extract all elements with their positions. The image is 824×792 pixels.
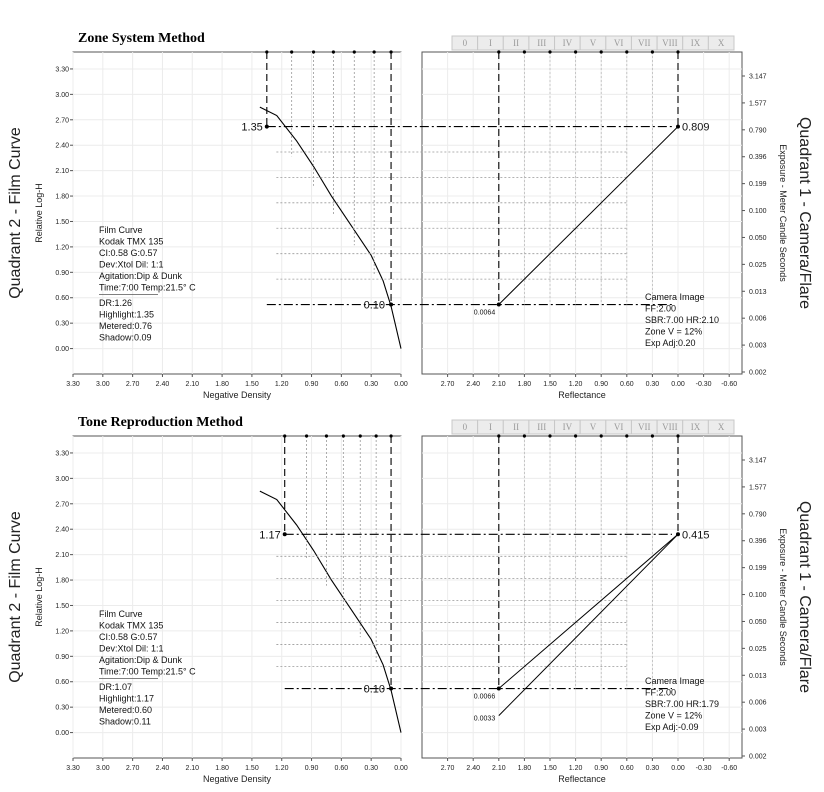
camera-x-tick-label: 0.30 [645,381,660,388]
film-zone-marker [389,434,392,437]
film-curve [260,107,401,349]
camera-x-tick-label: 2.70 [440,381,455,388]
film-y-tick-label: 3.30 [55,66,69,74]
camera-lower-marker [497,687,501,691]
zone-label: VII [638,422,651,432]
camera-info-line: Exp Adj:-0.09 [645,722,699,732]
zone-label: V [589,422,597,432]
camera-info-line: Camera Image [645,292,705,302]
film-info-line: Metered:0.60 [99,705,153,715]
camera-x-tick-label: 2.40 [466,765,481,772]
camera-y-tick-label: 0.790 [749,511,767,519]
camera-y-tick-label: 0.025 [749,645,767,653]
camera-y-tick-label: 0.003 [749,342,767,350]
camera-x-tick-label: -0.60 [721,765,738,772]
film-zone-marker [305,434,308,437]
film-y-tick-label: 0.90 [55,653,69,661]
film-curve [260,491,401,732]
film-info-line: CI:0.58 G:0.57 [99,632,158,642]
camera-zone-marker [625,50,628,53]
camera-flare-line [499,534,678,688]
camera-y-tick-label: 1.577 [749,484,767,492]
camera-y-axis-label: Exposure - Meter Candle Seconds [778,144,788,282]
zone-label: 0 [462,38,468,48]
zone-label: X [717,422,725,432]
zone-label: V [589,38,597,48]
camera-lower-value: 0.0064 [473,309,496,317]
film-y-tick-label: 2.10 [55,552,69,560]
camera-y-tick-label: 0.050 [749,234,767,242]
film-zone-marker [283,434,286,437]
zone-label: IV [562,422,573,432]
camera-upper-value: 0.809 [682,121,710,134]
film-y-tick-label: 0.30 [55,320,69,328]
camera-y-tick-label: 0.006 [749,699,767,707]
zone-label: VIII [662,38,678,48]
camera-y-tick-label: 0.003 [749,726,767,734]
film-x-tick-label: 1.80 [215,381,229,388]
camera-info-line: Exp Adj:0.20 [645,338,696,348]
highlight-marker [265,125,269,129]
camera-info-line: FF:2.00 [645,687,677,698]
film-info-line: Shadow:0.11 [99,716,151,727]
film-info-line: CI:0.58 G:0.57 [99,248,158,258]
shadow-marker [389,303,393,307]
camera-zone-marker [523,50,526,53]
camera-y-tick-label: 0.002 [749,369,767,377]
camera-y-tick-label: 1.577 [749,100,767,108]
zone-label: I [488,422,492,432]
camera-flare-line [499,127,678,305]
film-zone-marker [325,434,328,437]
zone-label: VII [638,38,651,48]
film-x-tick-label: 3.00 [96,381,110,388]
film-info-line: Time:7:00 Temp:21.5° C [99,282,196,293]
camera-info-line: Zone V = 12% [645,710,703,721]
chart-panel-1 [7,31,813,400]
camera-y-tick-label: 0.199 [749,181,767,189]
film-x-tick-label: 0.30 [364,765,378,772]
film-x-tick-label: 0.60 [334,765,349,772]
camera-lower-value: 0.0066 [473,693,496,701]
camera-x-tick-label: 1.20 [568,381,583,388]
quadrant-2-label: Quadrant 2 - Film Curve [7,511,24,683]
camera-x-axis-label: Reflectance [558,390,606,400]
film-y-tick-label: 1.50 [55,602,69,610]
shadow-marker [389,687,393,691]
camera-x-tick-label: 1.50 [543,381,557,388]
film-x-tick-label: 0.90 [304,765,319,772]
camera-y-axis-label: Exposure - Meter Candle Seconds [778,528,788,666]
film-zone-marker [290,50,293,53]
film-zone-marker [373,50,376,53]
highlight-marker [283,532,287,536]
film-x-tick-label: 2.40 [155,765,170,772]
camera-zone-marker [548,50,551,53]
camera-x-tick-label: -0.30 [695,765,712,772]
camera-zone-marker [676,434,679,437]
camera-x-tick-label: 2.10 [491,381,506,388]
film-x-tick-label: 3.30 [66,765,80,772]
zone-label: III [537,422,547,432]
camera-info-line: Camera Image [645,676,705,686]
film-info-line: Highlight:1.17 [99,693,155,704]
film-x-tick-label: 2.70 [125,765,140,772]
camera-y-tick-label: 0.396 [749,154,767,162]
camera-x-tick-label: 0.00 [671,765,685,772]
chart-title: Tone Reproduction Method [78,415,243,430]
camera-x-tick-label: 1.50 [543,765,557,772]
film-x-tick-label: 3.00 [96,765,110,772]
camera-upper-marker [676,532,680,536]
camera-y-tick-label: 0.050 [749,618,767,626]
film-zone-marker [375,434,378,437]
quadrant-1-label: Quadrant 1 - Camera/Flare [796,116,813,310]
film-x-tick-label: 0.60 [334,381,349,388]
zone-label: I [488,38,492,48]
chart-title: Zone System Method [78,31,205,46]
camera-y-tick-label: 0.100 [749,592,767,600]
camera-y-tick-label: 0.025 [749,261,767,269]
camera-x-axis-label: Reflectance [558,774,606,784]
shadow-density-label: 0.10 [363,299,386,312]
film-y-tick-label: 0.00 [55,730,69,738]
camera-y-tick-label: 0.013 [749,288,767,296]
camera-y-tick-label: 3.147 [749,73,767,81]
zone-label: IX [690,38,701,48]
camera-x-tick-label: 1.20 [568,765,583,772]
camera-y-tick-label: 3.147 [749,457,767,465]
film-x-tick-label: 1.50 [245,765,259,772]
chart-panel-2 [7,415,813,784]
film-x-axis-label: Negative Density [202,390,272,400]
film-x-tick-label: 1.50 [245,381,259,388]
quadrant-1-label: Quadrant 1 - Camera/Flare [796,500,813,694]
camera-x-tick-label: 0.60 [619,765,634,772]
film-info-line: Time:7:00 Temp:21.5° C [99,666,196,677]
camera-x-tick-label: 0.90 [594,381,609,388]
film-info-line: Agitation:Dip & Dunk [99,271,183,281]
film-y-tick-label: 0.30 [55,704,69,712]
camera-lower-value: 0.0033 [473,715,496,723]
film-zone-marker [342,434,345,437]
film-info-line: Kodak TMX 135 [99,620,164,631]
highlight-density-label: 1.17 [259,529,281,542]
film-info-line: Shadow:0.09 [99,332,152,343]
film-x-tick-label: 0.00 [394,381,408,388]
film-info-line: Agitation:Dip & Dunk [99,655,183,665]
camera-y-tick-label: 0.100 [749,208,767,216]
camera-x-tick-label: 0.60 [619,381,634,388]
film-zone-marker [265,50,268,53]
film-x-tick-label: 1.20 [274,765,289,772]
camera-x-tick-label: 1.80 [517,381,532,388]
camera-y-tick-label: 0.790 [749,127,767,135]
film-x-tick-label: 0.00 [394,765,408,772]
film-info-line: Kodak TMX 135 [99,236,164,247]
camera-x-tick-label: 0.90 [594,765,609,772]
highlight-density-label: 1.35 [241,121,263,134]
film-info-line: Highlight:1.35 [99,309,155,320]
camera-zone-marker [651,434,654,437]
camera-zone-marker [497,434,500,437]
zone-label: III [537,38,547,48]
film-x-tick-label: 0.30 [364,381,378,388]
film-x-tick-label: 0.90 [304,381,319,388]
film-y-tick-label: 0.00 [55,346,69,354]
film-y-axis-label: Relative Log-H [34,183,44,243]
camera-lower-marker [497,303,501,307]
film-x-tick-label: 2.10 [185,381,200,388]
camera-info-line: Zone V = 12% [645,326,703,337]
film-info-line: Metered:0.76 [99,321,153,331]
zone-label: IX [690,422,701,432]
zone-label: X [717,38,725,48]
film-info-line: Dev:Xtol Dil: 1:1 [99,259,164,270]
camera-zone-marker [548,434,551,437]
camera-zone-marker [574,434,577,437]
film-y-tick-label: 1.50 [55,218,69,226]
film-zone-marker [312,50,315,53]
camera-x-tick-label: 0.30 [645,765,660,772]
film-y-axis-label: Relative Log-H [34,567,44,627]
film-x-tick-label: 2.10 [185,765,200,772]
film-x-tick-label: 2.70 [125,381,140,388]
camera-y-tick-label: 0.396 [749,538,767,546]
zone-label: VI [613,38,624,48]
zone-label: 0 [462,422,468,432]
camera-zone-marker [497,50,500,53]
camera-info-line: SBR:7.00 HR:2.10 [645,315,720,325]
camera-x-tick-label: 2.40 [466,381,481,388]
camera-x-tick-label: -0.60 [721,381,738,388]
film-y-tick-label: 3.00 [55,475,69,483]
camera-zone-marker [625,434,628,437]
camera-zone-marker [676,50,679,53]
camera-info-line: SBR:7.00 HR:1.79 [645,699,720,709]
film-zone-marker [389,50,392,53]
film-y-tick-label: 0.90 [55,269,69,277]
camera-x-tick-label: 2.10 [491,765,506,772]
film-info-line: DR:1.07 [99,682,133,692]
camera-y-tick-label: 0.006 [749,315,767,323]
film-y-tick-label: 1.80 [55,193,69,201]
quadrant-2-label: Quadrant 2 - Film Curve [7,127,24,299]
film-y-tick-label: 1.20 [55,244,69,252]
film-y-tick-label: 2.40 [55,526,69,534]
film-y-tick-label: 1.80 [55,577,69,585]
film-x-tick-label: 1.20 [274,381,289,388]
film-y-tick-label: 3.00 [55,91,69,99]
zone-label: VIII [662,422,678,432]
camera-upper-marker [676,125,680,129]
camera-zone-marker [574,50,577,53]
shadow-density-label: 0.10 [363,683,386,696]
camera-x-tick-label: 2.70 [440,765,455,772]
film-zone-marker [332,50,335,53]
camera-y-tick-label: 0.013 [749,672,767,680]
zone-label: II [513,422,520,432]
film-zone-marker [353,50,356,53]
film-info-line: DR:1.26 [99,298,133,308]
camera-info-line: FF:2.00 [645,303,677,314]
camera-x-tick-label: -0.30 [695,381,712,388]
camera-y-tick-label: 0.002 [749,753,767,761]
film-info-line: Dev:Xtol Dil: 1:1 [99,643,164,654]
film-x-axis-label: Negative Density [202,774,272,784]
camera-zone-marker [523,434,526,437]
camera-upper-value: 0.415 [682,529,710,542]
camera-y-tick-label: 0.199 [749,565,767,573]
camera-zone-marker [600,434,603,437]
film-x-tick-label: 2.40 [155,381,170,388]
zone-label: VI [613,422,624,432]
film-info-line: Film Curve [99,225,143,235]
camera-zone-marker [600,50,603,53]
film-y-tick-label: 2.70 [55,117,69,125]
film-y-tick-label: 0.60 [55,295,69,303]
film-y-tick-label: 1.20 [55,628,69,636]
camera-zone-marker [651,50,654,53]
zone-label: II [513,38,520,48]
film-y-tick-label: 3.30 [55,450,69,458]
film-y-tick-label: 2.10 [55,168,69,176]
camera-x-tick-label: 0.00 [671,381,685,388]
film-info-line: Film Curve [99,609,143,619]
film-y-tick-label: 2.40 [55,142,69,150]
zone-label: IV [562,38,573,48]
film-y-tick-label: 0.60 [55,679,69,687]
film-y-tick-label: 2.70 [55,501,69,509]
camera-x-tick-label: 1.80 [517,765,532,772]
film-zone-marker [359,434,362,437]
film-x-tick-label: 3.30 [66,381,80,388]
film-x-tick-label: 1.80 [215,765,229,772]
